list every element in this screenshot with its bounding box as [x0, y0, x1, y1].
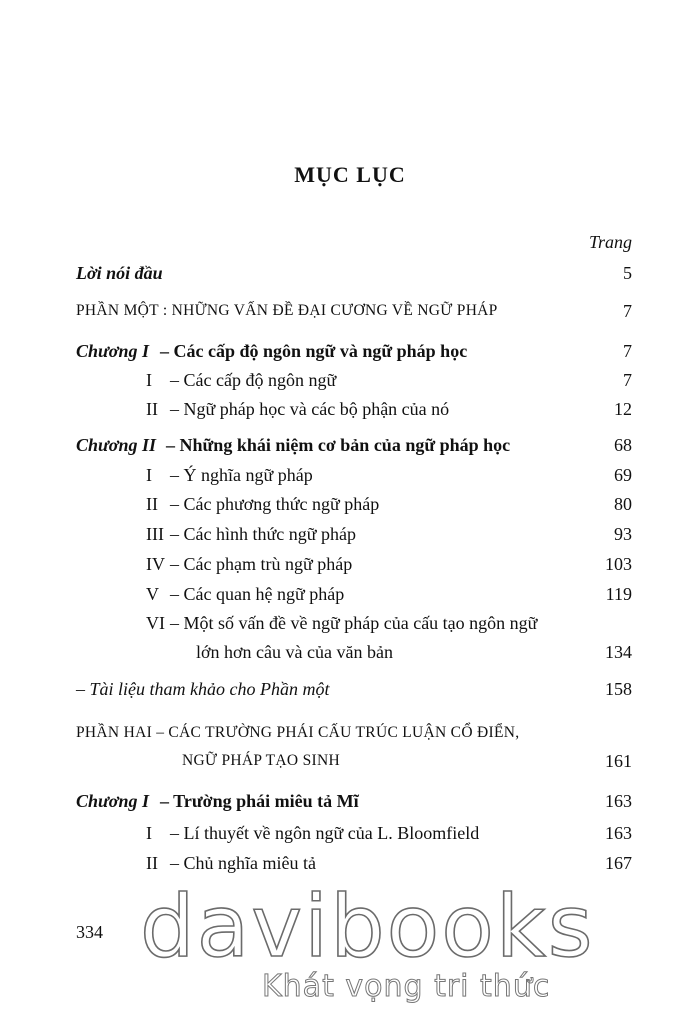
toc-entry-page: 167 [605, 853, 632, 873]
toc-entry-text: – Lí thuyết về ngôn ngữ của L. Bloomfield [170, 823, 480, 843]
toc-section[interactable] [0, 580, 700, 608]
toc-chapter-label: Chương II [76, 435, 156, 455]
toc-section[interactable] [0, 366, 700, 394]
toc-entry-page: 163 [605, 823, 632, 843]
toc-entry-text: – Các hình thức ngữ pháp [170, 524, 356, 544]
page-title: MỤC LỤC [294, 162, 406, 187]
toc-entry-text: – Một số vấn đề về ngữ pháp của cấu tạo ngôn ngữ [170, 613, 538, 633]
toc-entry-page: 7 [623, 341, 632, 361]
toc-section[interactable] [0, 819, 700, 847]
toc-section[interactable] [0, 490, 700, 518]
toc-entry-page: 93 [614, 524, 632, 544]
toc-entry-text: – Những khái niệm cơ bản của ngữ pháp học [166, 435, 511, 455]
watermark-tagline: Khát vọng tri thức [262, 969, 551, 1004]
toc-chapter-1[interactable] [0, 337, 700, 365]
toc-entry-text: – Ngữ pháp học và các bộ phận của nó [170, 399, 450, 419]
toc-section-number: II [146, 853, 158, 873]
toc-entry-text: – Các cấp độ ngôn ngữ và ngữ pháp học [160, 341, 468, 361]
toc-section-continuation[interactable] [0, 638, 700, 666]
toc-entry-page: 161 [605, 751, 632, 771]
toc-entry-page: 103 [605, 554, 632, 574]
toc-entry-page: 119 [605, 584, 632, 604]
toc-entry-text: NGỮ PHÁP TẠO SINH [182, 752, 340, 769]
toc-entry-page: 12 [614, 399, 632, 419]
toc-entry-text: – Tài liệu tham khảo cho Phần một [76, 679, 330, 699]
toc-entry-page: 163 [605, 791, 632, 811]
toc-entry-text: – Trường phái miêu tả Mĩ [160, 791, 359, 811]
toc-section-number: I [146, 465, 152, 485]
toc-entry-text: – Các phương thức ngữ pháp [170, 494, 380, 514]
toc-entry-text: Lời nói đầu [76, 263, 163, 283]
toc-references[interactable] [0, 675, 700, 703]
toc-entry-text: – Ý nghĩa ngữ pháp [170, 465, 313, 485]
toc-entry-text: lớn hơn câu và của văn bản [196, 642, 393, 662]
toc-chapter-2[interactable] [0, 431, 700, 459]
toc-section-number: IV [146, 554, 165, 574]
toc-section-number: I [146, 370, 152, 390]
toc-entry-text: – Các quan hệ ngữ pháp [170, 584, 345, 604]
toc-entry-page: 80 [614, 494, 632, 514]
toc-section[interactable] [0, 609, 700, 637]
toc-chapter-label: Chương I [76, 791, 149, 811]
page-number: 334 [76, 922, 103, 942]
toc-entry-preface[interactable] [0, 259, 700, 287]
watermark-brand: davibooks [140, 877, 595, 977]
toc-section[interactable] [0, 550, 700, 578]
toc-entry-page: 158 [605, 679, 632, 699]
toc-entry-page: 69 [614, 465, 632, 485]
toc-section-number: V [146, 584, 159, 604]
toc-entry-text: – Các phạm trù ngữ pháp [170, 554, 353, 574]
page-column-label: Trang [588, 232, 632, 252]
toc-chapter-label: Chương I [76, 341, 149, 361]
toc-entry-page: 68 [614, 435, 632, 455]
toc-entry-text: – Chủ nghĩa miêu tả [170, 853, 316, 873]
toc-section-number: II [146, 494, 158, 514]
toc-part-two[interactable] [0, 719, 700, 747]
toc-entry-page: 5 [623, 263, 632, 283]
toc-section-number: I [146, 823, 152, 843]
toc-entry-text: PHẦN MỘT : NHỮNG VẤN ĐỀ ĐẠI CƯƠNG VỀ NGỮ PHÁP [76, 302, 498, 319]
toc-section-number: VI [146, 613, 165, 633]
toc-entry-page: 7 [623, 301, 632, 321]
toc-entry-page: 134 [605, 642, 632, 662]
toc-section[interactable] [0, 849, 700, 877]
toc-entry-text: PHẦN HAI – CÁC TRƯỜNG PHÁI CẤU TRÚC LUẬN CỔ ĐIỂN, [76, 724, 520, 741]
toc-chapter-1-part-2[interactable] [0, 787, 700, 815]
toc-section[interactable] [0, 461, 700, 489]
toc-section[interactable] [0, 395, 700, 423]
toc-entry-text: – Các cấp độ ngôn ngữ [170, 370, 337, 390]
toc-section-number: II [146, 399, 158, 419]
toc-part-two-continuation[interactable] [0, 747, 700, 775]
toc-section[interactable] [0, 520, 700, 548]
toc-entry-page: 7 [623, 370, 632, 390]
toc-section-number: III [146, 524, 164, 544]
toc-part-one[interactable] [0, 297, 700, 325]
